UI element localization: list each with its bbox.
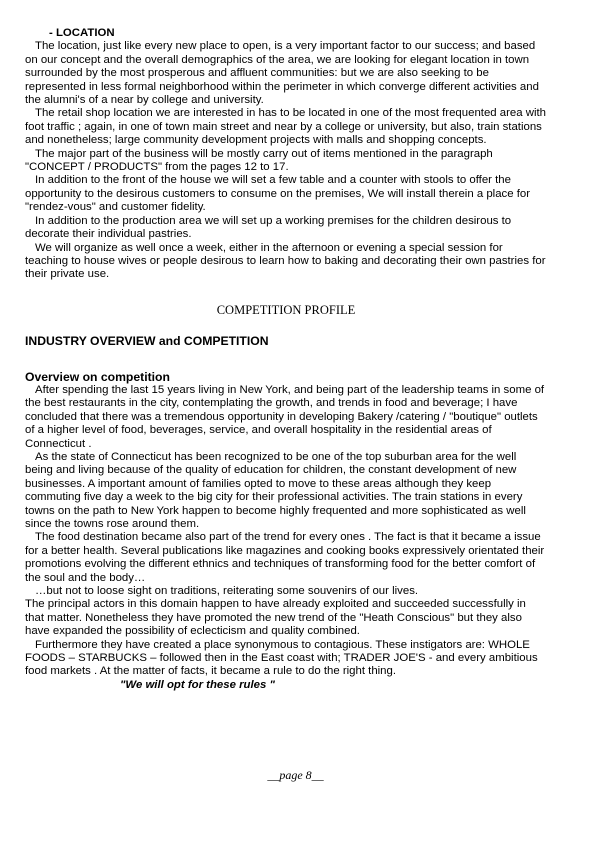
location-paragraph-1: The location, just like every new place to open, is a very important factor to our success; and based on our concept and the overall demographics of the area, we are looking for elegant location in town surrounded by the most prosperous and affluent communities: but we are also seeking to be represented in less formal neighborhood within the perimeter in which converge different activities and the alumni's of a near by college and university.	[25, 40, 539, 107]
rules-quote: "We will opt for these rules "	[120, 678, 275, 691]
location-paragraph-3: The major part of the business will be mostly carry out of items mentioned in the paragraph "CONCEPT / PRODUCTS" from the pages 12 to 17.	[25, 147, 493, 174]
location-paragraph-4: In addition to the front of the house we will set a few table and a counter with stools to offer the opportunity to the desirous customers to consume on the premises, We will install therein a place for "rendez-vous" and customer fidelity.	[25, 174, 531, 214]
competition-profile-title: COMPETITION PROFILE	[216, 302, 356, 317]
industry-overview-heading: INDUSTRY OVERVIEW and COMPETITION	[25, 334, 269, 349]
location-heading: - LOCATION	[49, 27, 115, 39]
overview-paragraph-6: Furthermore they have created a place synonymous to contagious. These instigators are: WHOLE FOODS – STARBUCKS – followed then in the East coast with; TRADER JOE'S - and every ambitious food markets . At the matter of facts, it became a rule to do the right thing.	[25, 638, 538, 678]
overview-heading: Overview on competition	[25, 369, 170, 384]
spacer	[25, 349, 547, 371]
location-paragraph-5: In addition to the production area we will set up a working premises for the children desirous to decorate their individual pastries.	[25, 214, 512, 241]
overview-paragraph-4: …but not to loose sight on traditions, reiterating some souvenirs of our lives.	[35, 585, 419, 598]
overview-paragraph-5: The principal actors in this domain happen to have already exploited and succeeded successfully in that matter. Nonetheless they have promoted the new trend of the "Heath Conscious" but they also have expanded the possibility of eclecticism and quality combined.	[25, 598, 526, 638]
overview-paragraph-2: As the state of Connecticut has been recognized to be one of the top suburban area for the well being and living because of the quality of education for children, the constant development of new businesses. A important amount of families opted to move to these areas although they keep commuting five day a week to the big city for their professional activities. The train stations in every towns on the path to New York happen to become highly frequented and more sophisticated as well since the towns rose around them.	[25, 450, 526, 530]
overview-paragraph-1: After spending the last 15 years living in New York, and being part of the leadership teams in some of the best restaurants in the city, contemplating the growth, and trends in food and beverage; I have concluded that there was a tremendous opportunity in developing Bakery /catering / "boutique" outlets of a higher level of food, beverages, service, and overall hospitality in the residential areas of Connecticut .	[25, 383, 545, 450]
location-paragraph-2: The retail shop location we are interested in has to be located in one of the most frequented area with foot traffic ; again, in one of town main street and near by a college or university, but also, train stations and nonetheless; large community development projects with malls and shopping concepts.	[25, 107, 546, 147]
overview-paragraph-3: The food destination became also part of the trend for every ones . The fact is that it became a issue for a better health. Several publications like magazines and cooking books expressively orientated their promotions evolving the different ethnics and techniques of transforming food for the better comfort of the soul and the body…	[25, 531, 545, 584]
page-content	[25, 27, 547, 692]
location-paragraph-6: We will organize as well once a week, either in the afternoon or evening a special session for teaching to house wives or people desirous to learn how to baking and decorating their own pastries for their private use.	[25, 241, 546, 281]
page-number-footer: __page 8__	[267, 768, 324, 782]
